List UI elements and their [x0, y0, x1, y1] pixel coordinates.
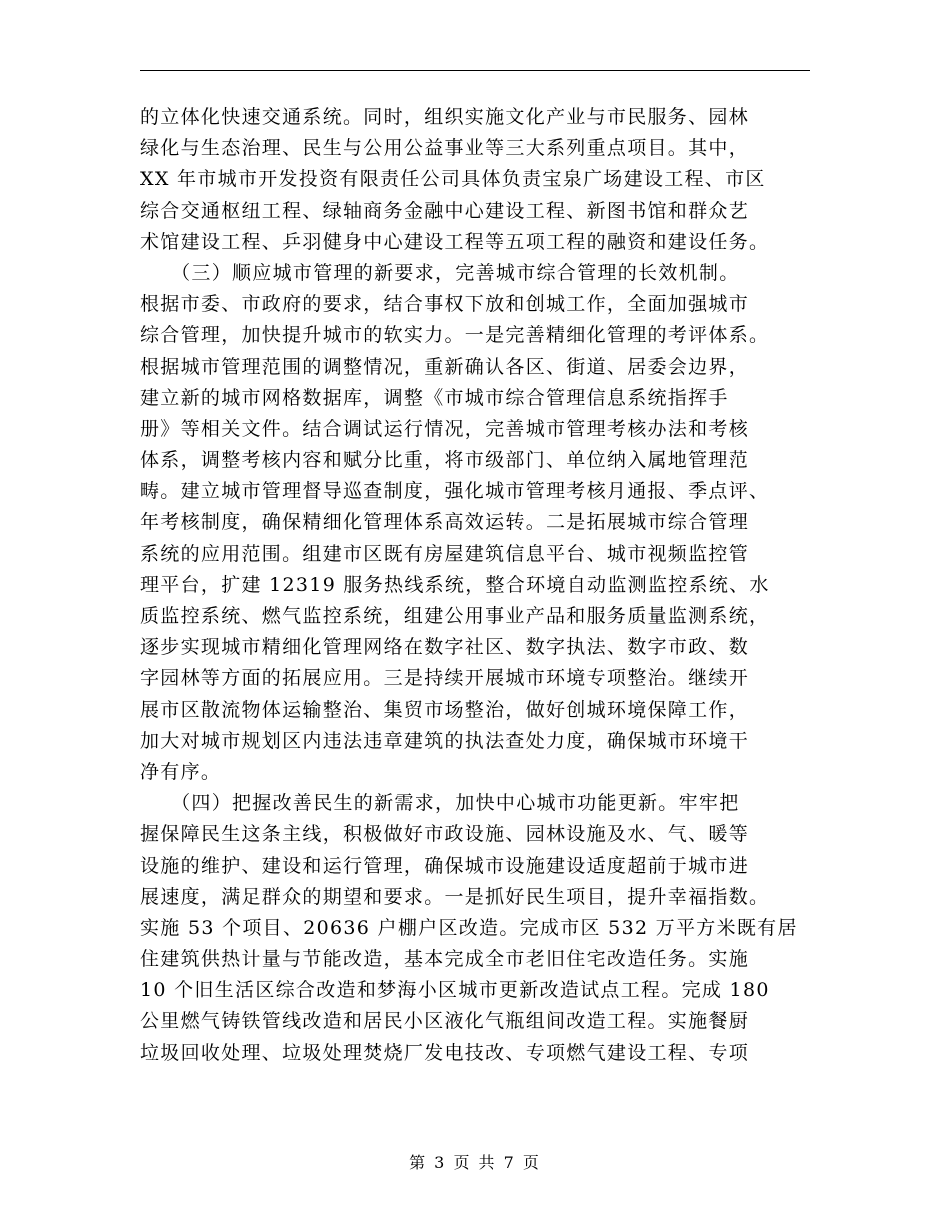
text-line: 的立体化快速交通系统。同时，组织实施文化产业与市民服务、园林 [140, 106, 750, 128]
text-line: 握保障民生这条主线，积极做好市政设施、园林设施及水、气、暖等 [140, 823, 750, 846]
text-line: 字园林等方面的拓展应用。三是持续开展城市环境专项整治。继续开 [140, 667, 750, 690]
text-line: 逐步实现城市精细化管理网络在数字社区、数字执法、数字市政、数 [140, 636, 750, 659]
text-line: 公里燃气铸铁管线改造和居民小区液化气瓶组间改造工程。实施餐厨 [140, 1010, 750, 1033]
text-line: 建立新的城市网格数据库，调整《市城市综合管理信息系统指挥手 [140, 386, 729, 409]
text-line: 垃圾回收处理、垃圾处理焚烧厂发电技改、专项燃气建设工程、专项 [140, 1041, 750, 1064]
text-line: 综合交通枢纽工程、绿轴商务金融中心建设工程、新图书馆和群众艺 [140, 199, 750, 222]
text-line: 年考核制度，确保精细化管理体系高效运转。二是拓展城市综合管理 [140, 511, 750, 534]
text-line: 质监控系统、燃气监控系统，组建公用事业产品和服务质量监测系统， [140, 605, 770, 627]
text-line: 根据城市管理范围的调整情况，重新确认各区、街道、居委会边界， [140, 355, 750, 378]
text-line: （三）顺应城市管理的新要求，完善城市综合管理的长效机制。 [140, 261, 740, 284]
text-line: 综合管理，加快提升城市的软实力。一是完善精细化管理的考评体系。 [140, 324, 770, 347]
text-line: 理平台，扩建 12319 服务热线系统，整合环境自动监测监控系统、水 [140, 573, 770, 596]
text-line: 展市区散流物体运输整治、集贸市场整治，做好创城环境保障工作， [140, 698, 750, 721]
text-line: （四）把握改善民生的新需求，加快中心城市功能更新。牢牢把 [140, 792, 740, 815]
text-line: 设施的维护、建设和运行管理，确保城市设施建设适度超前于城市进 [140, 854, 750, 877]
text-line: 体系，调整考核内容和赋分比重，将市级部门、单位纳入属地管理范 [140, 449, 750, 472]
text-line: 系统的应用范围。组建市区既有房屋建筑信息平台、城市视频监控管 [140, 542, 750, 565]
header-rule [140, 70, 810, 71]
text-line: 册》等相关文件。结合调试运行情况，完善城市管理考核办法和考核 [140, 417, 750, 440]
body-text [140, 102, 820, 1069]
text-line: 展速度，满足群众的期望和要求。一是抓好民生项目，提升幸福指数。 [140, 885, 770, 908]
text-line: 加大对城市规划区内违法违章建筑的执法查处力度，确保城市环境干 [140, 729, 750, 752]
text-line: 畴。建立城市管理督导巡查制度，强化城市管理考核月通报、季点评、 [140, 480, 770, 503]
text-line: 净有序。 [140, 760, 222, 783]
text-line: XX 年市城市开发投资有限责任公司具体负责宝泉广场建设工程、市区 [140, 168, 766, 191]
text-line: 10 个旧生活区综合改造和梦海小区城市更新改造试点工程。完成 180 [140, 979, 770, 1002]
text-line: 绿化与生态治理、民生与公用公益事业等三大系列重点项目。其中， [140, 137, 750, 160]
text-line: 根据市委、市政府的要求，结合事权下放和创城工作，全面加强城市 [140, 293, 750, 316]
text-line: 住建筑供热计量与节能改造，基本完成全市老旧住宅改造任务。实施 [140, 948, 750, 971]
page-footer: 第 3 页 共 7 页 [409, 1153, 541, 1172]
text-line: 实施 53 个项目、20636 户棚户区改造。完成市区 532 万平方米既有居 [140, 916, 798, 939]
text-line: 术馆建设工程、乒羽健身中心建设工程等五项工程的融资和建设任务。 [140, 230, 770, 253]
